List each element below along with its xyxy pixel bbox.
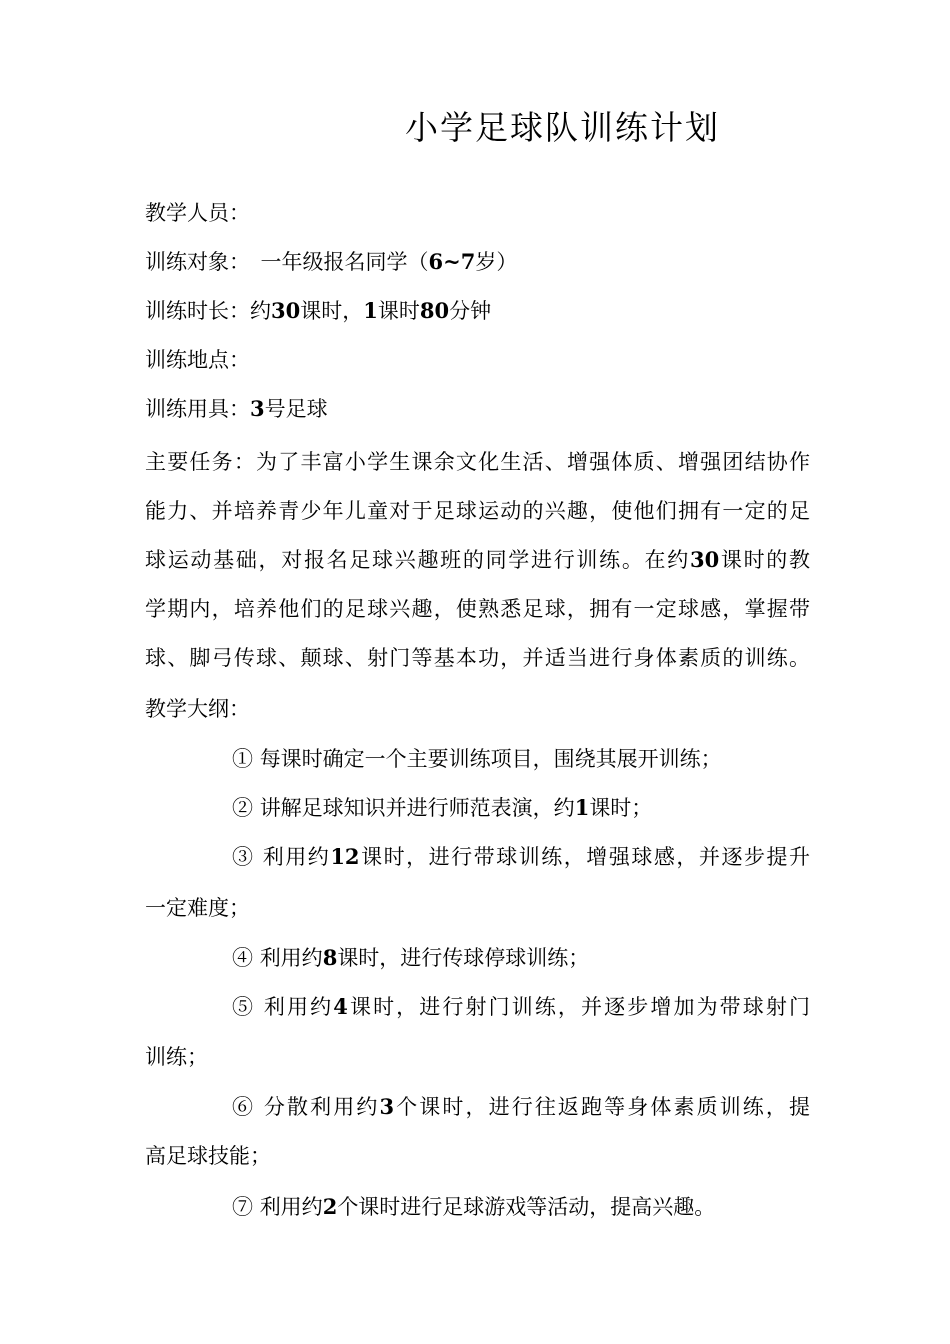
task-paragraph-line: 球、脚弓传球、颠球、射门等基本功，并适当进行身体素质的训练。 [145,646,810,670]
outline-item-number: ④ [232,946,253,970]
task-paragraph-line [145,450,810,474]
field-location [145,348,810,372]
field-teachers [145,201,810,225]
outline-item-text: 分散利用约3个课时，进行往返跑等身体素质训练，提 [263,1094,811,1119]
task-paragraph-line: 球运动基础，对报名足球兴趣班的同学进行训练。在约30课时的教 [145,547,811,572]
field-target [145,250,810,274]
outline-item-number: ① [232,747,253,771]
outline-item-continuation: 一定难度； [145,896,250,920]
field-label: 训练地点： [145,348,250,372]
outline-item-text: 利用约2个课时进行足球游戏等活动，提高兴趣。 [259,1194,716,1219]
outline-item-text: 讲解足球知识并进行师范表演，约1课时； [259,795,653,820]
outline-item-text: 每课时确定一个主要训练项目，围绕其展开训练； [259,747,722,771]
outline-item-continuation: 训练； [145,1045,208,1069]
outline-item-number: ⑤ [232,995,256,1019]
field-label: 训练对象： [145,250,240,274]
outline-item [232,1195,810,1219]
task-text: 为了丰富小学生课余文化生活、增强体质、增强团结协作 [256,450,811,474]
field-value: 3号足球 [250,396,328,421]
outline-item-text: 利用约4课时，进行射门训练，并逐步增加为带球射门 [263,994,811,1019]
outline-item [232,1095,810,1119]
outline-item [232,946,810,970]
outline-item [232,747,810,771]
task-label: 主要任务： [145,450,257,474]
document-title: 小学足球队训练计划 [405,108,720,147]
field-label: 训练时长： [145,299,250,323]
outline-item-number: ③ [232,845,255,869]
outline-item-text: 利用约8课时，进行传球停球训练； [259,945,590,970]
outline-item-number: ⑦ [232,1195,253,1219]
field-equipment [145,397,810,421]
outline-label: 教学大纲： [145,697,250,721]
outline-item [232,995,810,1019]
outline-item-text: 利用约12课时，进行带球训练，增强球感，并逐步提升 [262,844,811,869]
field-label: 训练用具： [145,397,250,421]
field-value: 约30课时，1课时80分钟 [250,298,492,323]
outline-item [232,796,810,820]
outline-item-continuation: 高足球技能； [145,1144,271,1168]
outline-item [232,845,810,869]
field-duration [145,299,810,323]
task-paragraph-line: 能力、并培养青少年儿童对于足球运动的兴趣，使他们拥有一定的足 [145,499,810,523]
field-label: 教学人员： [145,201,250,225]
task-paragraph-line: 学期内，培养他们的足球兴趣，使熟悉足球，拥有一定球感，掌握带 [145,597,810,621]
field-value: 一年级报名同学（6~7岁） [239,249,518,274]
outline-item-number: ② [232,796,253,820]
outline-item-number: ⑥ [232,1095,256,1119]
